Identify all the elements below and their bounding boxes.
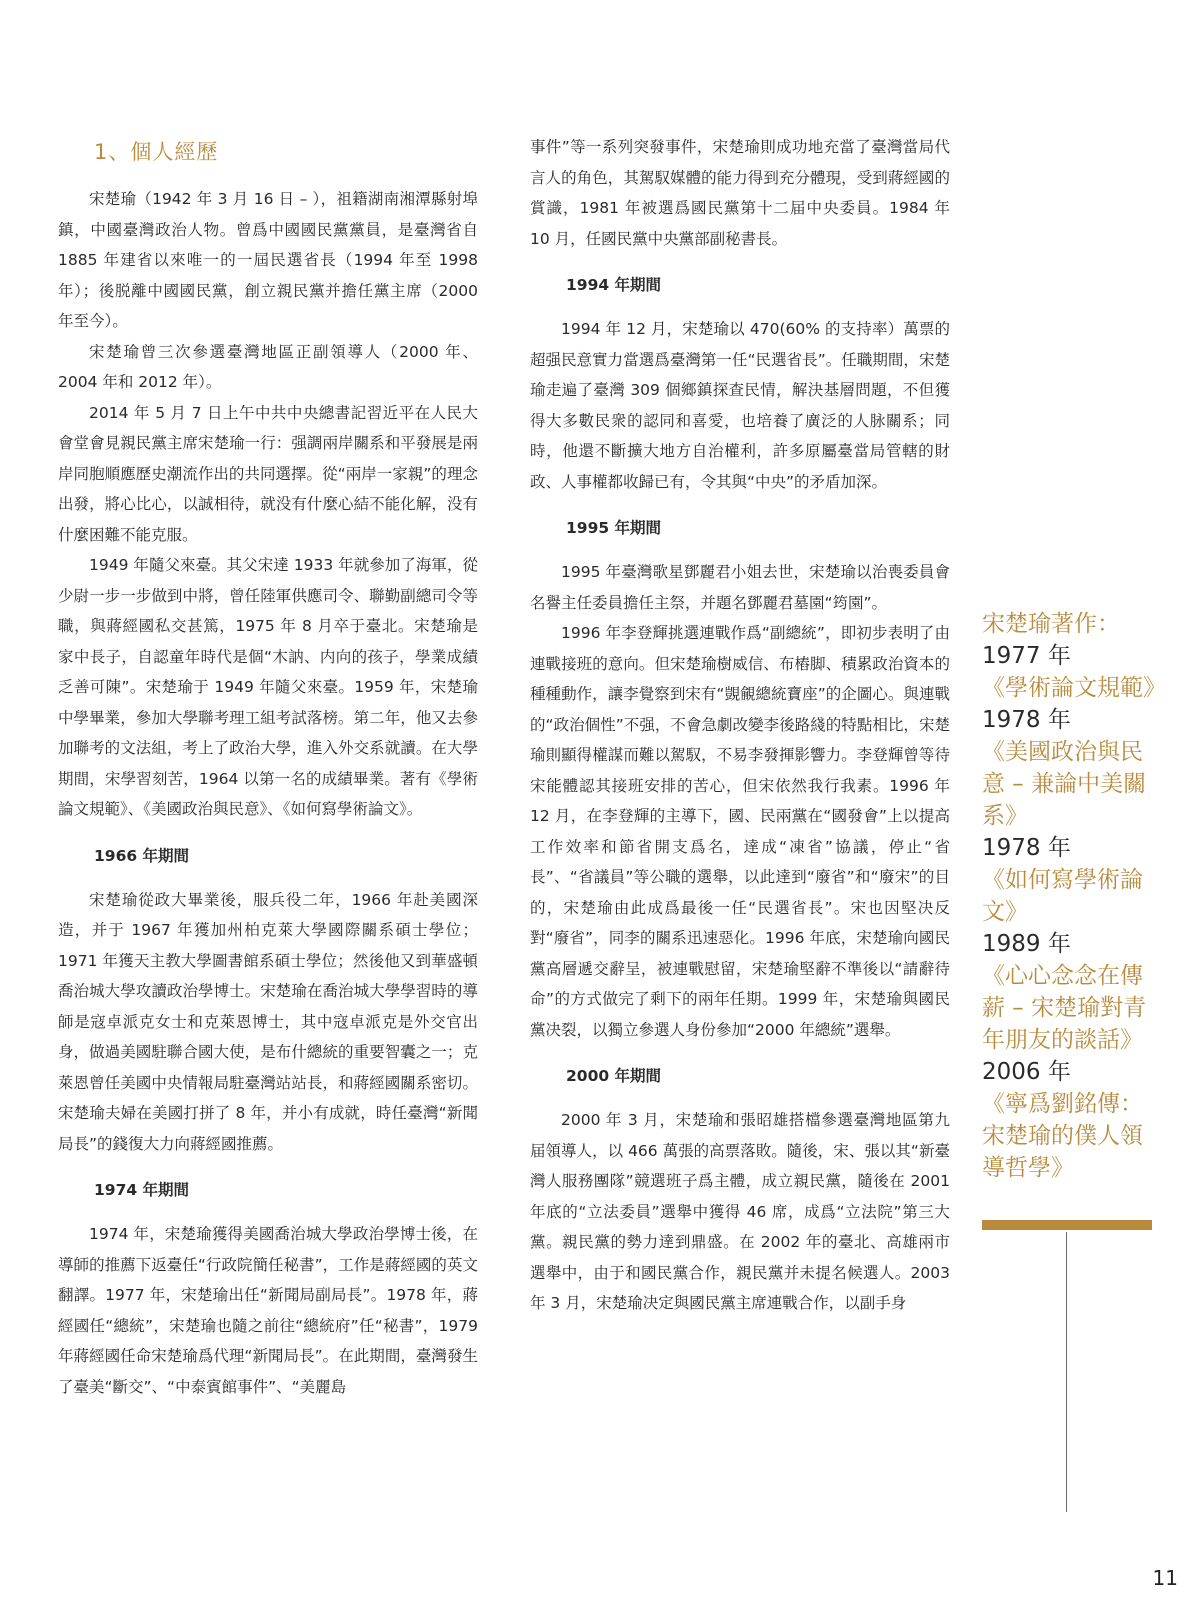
paragraph-1974: 1974 年，宋楚瑜獲得美國喬治城大學政治學博士後，在導師的推薦下返臺任“行政院簡任秘書”，工作是蔣經國的英文翻譯。1977 年，宋楚瑜出任“新聞局副局長”。1978 年，蔣經國任“總統”，宋楚瑜也隨之前往“總統府”任“秘書”，1979 年蔣經國任命宋楚瑜爲代理“新聞局長”。在此期間，臺灣發生了臺美“斷交”、“中泰賓館事件”、“美麗島 — [58, 1225, 478, 1396]
works-sidebar — [982, 608, 1182, 1184]
work-title: 宋楚瑜的僕人領 — [982, 1123, 1143, 1149]
subheading-1994: 1994 年期間 — [566, 276, 662, 294]
section-title: 1、個人經歷 — [94, 140, 219, 164]
decorative-vertical-line — [1066, 1232, 1067, 1512]
work-title: 《心心念念在傳 — [982, 963, 1143, 989]
subheading-2000: 2000 年期間 — [566, 1067, 662, 1085]
subheading-1974: 1974 年期間 — [94, 1181, 190, 1199]
work-year: 1978 年 — [982, 835, 1071, 861]
paragraph-continued: 事件”等一系列突發事件，宋楚瑜則成功地充當了臺灣當局代言人的角色，其駕馭媒體的能力得到充分體現，受到蔣經國的賞識，1981 年被選爲國民黨第十二届中央委員。1984 年 10 月，任國民黨中央黨部副秘書長。 — [530, 138, 950, 248]
paragraph-1995a: 1995 年臺灣歌星鄧麗君小姐去世，宋楚瑜以治喪委員會名譽主任委員擔任主祭，并題名鄧麗君墓園“筠園”。 — [530, 563, 950, 612]
paragraph-2014: 2014 年 5 月 7 日上午中共中央總書記習近平在人民大會堂會見親民黨主席宋楚瑜一行：强調兩岸關系和平發展是兩岸同胞順應歷史潮流作出的共同選擇。從“兩岸一家親”的理念出發，將心比心，以誠相待，就没有什麼心結不能化解，没有什麼困難不能克服。 — [58, 403, 478, 544]
sidebar-heading: 宋楚瑜著作： — [982, 611, 1120, 637]
left-column — [58, 132, 478, 1402]
subheading-1995: 1995 年期間 — [566, 519, 662, 537]
work-year: 2006 年 — [982, 1059, 1071, 1085]
work-title: 文》 — [982, 899, 1028, 925]
work-title: 年朋友的談話》 — [982, 1027, 1143, 1053]
middle-column — [530, 132, 950, 1319]
work-year: 1989 年 — [982, 931, 1071, 957]
work-year: 1978 年 — [982, 707, 1071, 733]
paragraph-1949: 1949 年隨父來臺。其父宋達 1933 年就參加了海軍，從少尉一步一步做到中將，曾任陸軍供應司令、聯勤副總司令等職，與蔣經國私交甚篤，1975 年 8 月卒于臺北。宋楚瑜是家中長子，自認童年時代是個“木訥、内向的孩子，學業成績乏善可陳”。宋楚瑜于 1949 年隨父來臺。1959 年，宋楚瑜中學畢業，參加大學聯考理工組考試落榜。第二年，他又去參加聯考的文法組，考上了政治大學，進入外交系就讀。在大學期間，宋學習刻苦，1964 以第一名的成績畢業。著有《學術論文規範》、《美國政治與民意》、《如何寫學術論文》。 — [58, 556, 478, 818]
paragraph-elections: 宋楚瑜曾三次參選臺灣地區正副領導人（2000 年、2004 年和 2012 年）。 — [58, 342, 478, 391]
work-year: 1977 年 — [982, 643, 1071, 669]
paragraph-1995b: 1996 年李登輝挑選連戰作爲“副總統”，即初步表明了由連戰接班的意向。但宋楚瑜樹威信、布樁脚、積累政治資本的種種動作，讓李覺察到宋有“覬覦總統寶座”的企圖心。與連戰的“政治個性”不强，不會急劇改變李後路綫的特點相比，宋楚瑜則顯得權謀而難以駕馭，不易李發揮影響力。李登輝曾等待宋能體認其接班安排的苦心，但宋依然我行我素。1996 年 12 月，在李登輝的主導下，國、民兩黨在“國發會”上以提高工作效率和節省開支爲名，達成“凍省”協議，停止“省長”、“省議員”等公職的選舉，以此達到“廢省”和“廢宋”的目的，宋楚瑜由此成爲最後一任“民選省長”。宋也因堅决反對“廢省”，同李的關系迅速惡化。1996 年底，宋楚瑜向國民黨高層遞交辭呈，被連戰慰留，宋楚瑜堅辭不準後以“請辭待命”的方式做完了剩下的兩年任期。1999 年，宋楚瑜與國民黨决裂，以獨立參選人身份參加“2000 年總統”選舉。 — [530, 624, 950, 1039]
page-number: 11 — [1152, 1566, 1178, 1590]
subheading-1966: 1966 年期間 — [94, 846, 190, 865]
decorative-gold-bar — [982, 1220, 1152, 1230]
work-title: 意 – 兼論中美關 — [982, 771, 1147, 797]
paragraph-intro: 宋楚瑜（1942 年 3 月 16 日 – ），祖籍湖南湘潭縣射埠鎮，中國臺灣政治人物。曾爲中國國民黨黨員，是臺灣省自 1885 年建省以來唯一的一屆民選省長（1994 年至 1998 年）；後脱離中國國民黨，創立親民黨并擔任黨主席（2000 年至今）。 — [58, 190, 478, 330]
paragraph-2000: 2000 年 3 月，宋楚瑜和張昭雄搭檔參選臺灣地區第九届領導人，以 466 萬張的高票落敗。隨後，宋、張以其“新臺灣人服務團隊”競選班子爲主體，成立親民黨，隨後在 2001 年底的“立法委員”選舉中獲得 46 席，成爲“立法院”第三大黨。親民黨的勢力達到鼎盛。在 2002 年的臺北、高雄兩市選舉中，由于和國民黨合作，親民黨并未提名候選人。2003 年 3 月，宋楚瑜决定與國民黨主席連戰合作，以副手身 — [530, 1111, 950, 1312]
work-title: 系》 — [982, 803, 1028, 829]
work-title: 《如何寫學術論 — [982, 867, 1143, 893]
work-title: 《寧爲劉銘傳： — [982, 1091, 1143, 1117]
paragraph-1994: 1994 年 12 月，宋楚瑜以 470(60% 的支持率）萬票的超强民意實力當選爲臺灣第一任“民選省長”。任職期間，宋楚瑜走遍了臺灣 309 個鄉鎮探查民情，解決基層問題，不但獲得大多數民衆的認同和喜愛，也培養了廣泛的人脉關系；同時，他還不斷擴大地方自治權利，許多原屬臺當局管轄的財政、人事權都收歸已有，令其與“中央”的矛盾加深。 — [530, 320, 950, 491]
work-title: 薪 – 宋楚瑜對青 — [982, 995, 1147, 1021]
work-title: 導哲學》 — [982, 1155, 1074, 1181]
work-title: 《學術論文規範》 — [982, 675, 1166, 701]
work-title: 《美國政治與民 — [982, 739, 1143, 765]
paragraph-1966: 宋楚瑜從政大畢業後，服兵役二年，1966 年赴美國深造，并于 1967 年獲加州柏克萊大學國際關系碩士學位；1971 年獲天主教大學圖書館系碩士學位；然後他又到華盛頓喬治城大學攻讀政治學博士。宋楚瑜在喬治城大學學習時的導師是寇卓派克女士和克萊恩博士，其中寇卓派克是外交官出身，做過美國駐聯合國大使，是布什總統的重要智囊之一；克萊恩曾任美國中央情報局駐臺灣站站長，和蔣經國關系密切。宋楚瑜夫婦在美國打拼了 8 年，并小有成就，時任臺灣“新聞局長”的錢復大力向蔣經國推薦。 — [58, 890, 478, 1153]
